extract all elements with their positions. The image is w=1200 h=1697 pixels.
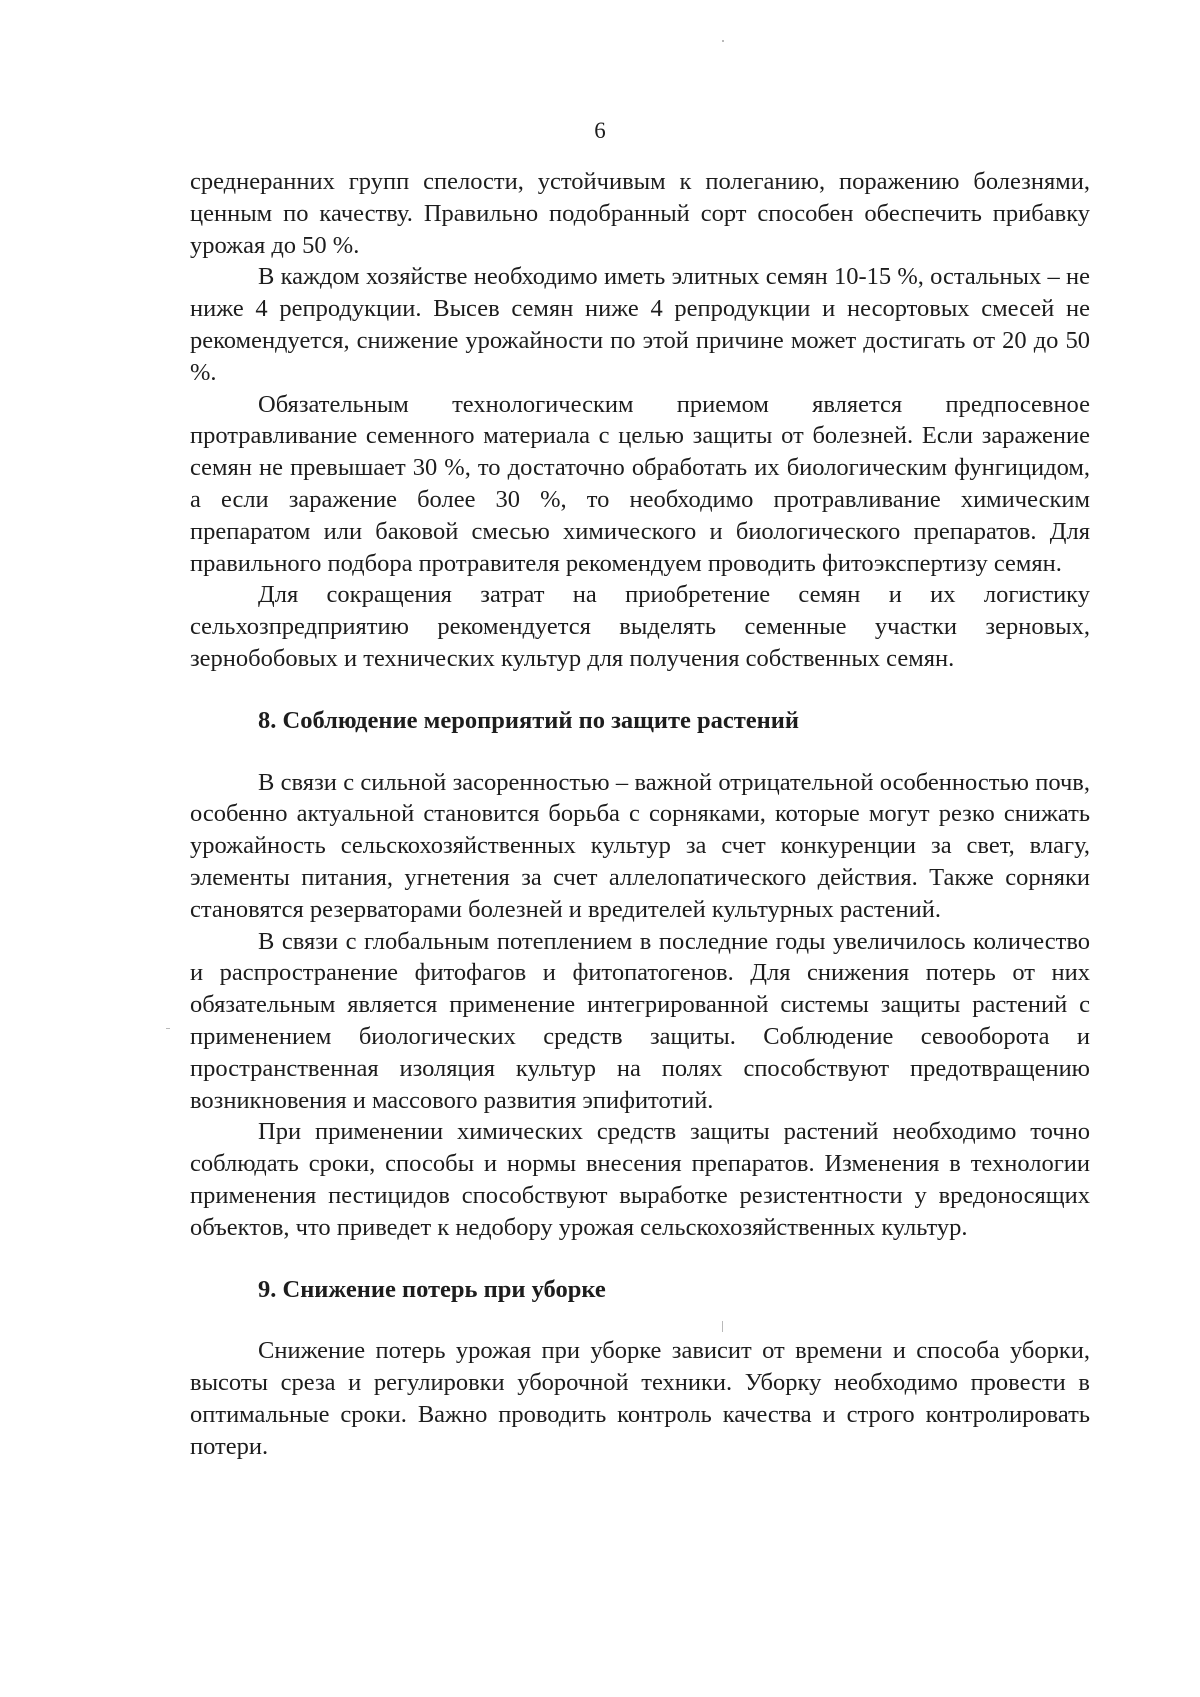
paragraph: При применении химических средств защиты растений необходимо точно соблюдать сроки, способы и нормы внесения препаратов. Изменения в технологии применения пестицидов способствуют выработке резистентности у вредоносящих объектов, что приведет к недобору урожая сельскохозяйственных культур. (190, 1118, 1090, 1241)
paragraph: В связи с сильной засоренностью – важной отрицательной особенностью почв, особенно актуальной становится борьба с сорняками, которые могут резко снижать урожайность сельскохозяйственных культур за счет конкуренции за свет, влагу, элементы питания, угнетения за счет аллелопатического действия. Также сорняки становятся резерваторами болезней и вредителей культурных растений. (190, 768, 1090, 923)
scan-dot (166, 1028, 170, 1029)
page-number: 6 (594, 118, 606, 143)
paragraph: Для сокращения затрат на приобретение семян и их логистику сельхозпредприятию рекомендуется выделять семенные участки зерновых, зернобобовых и технических культур для получения собственных семян. (190, 581, 1090, 672)
section-heading-9: 9. Снижение потерь при уборке (258, 1275, 606, 1303)
paragraph: среднеранних групп спелости, устойчивым к полеганию, поражению болезнями, ценным по качеству. Правильно подобранный сорт способен обеспечить прибавку урожая до 50 %. (190, 168, 1090, 259)
paragraph: В каждом хозяйстве необходимо иметь элитных семян 10-15 %, остальных – не ниже 4 репродукции. Высев семян ниже 4 репродукции и несортовых смесей не рекомендуется, снижение урожайности по этой причине может достигать от 20 до 50 %. (190, 263, 1090, 386)
paragraph: Снижение потерь урожая при уборке зависит от времени и способа уборки, высоты среза и регулировки уборочной техники. Уборку необходимо провести в оптимальные сроки. Важно проводить контроль качества и строго контролировать потери. (190, 1337, 1090, 1460)
section-heading-8: 8. Соблюдение мероприятий по защите растений (258, 706, 800, 734)
document-body (190, 166, 1090, 1462)
paragraph: Обязательным технологическим приемом является предпосевное протравливание семенного материала с целью защиты от болезней. Если заражение семян не превышает 30 %, то достаточно обработать их биологическим фунгицидом, а если заражение более 30 %, то необходимо протравливание химическим препаратом или баковой смесью химического и биологического препаратов. Для правильного подбора протравителя рекомендуем проводить фитоэкспертизу семян. (190, 390, 1090, 577)
paragraph: В связи с глобальным потеплением в последние годы увеличилось количество и распространение фитофагов и фитопатогенов. Для снижения потерь от них обязательным является применение интегрированной системы защиты растений с применением биологических средств защиты. Соблюдение севооборота и пространственная изоляция культур на полях способствуют предотвращению возникновения и массового развития эпифитотий. (190, 927, 1090, 1114)
scan-dot (722, 40, 724, 42)
